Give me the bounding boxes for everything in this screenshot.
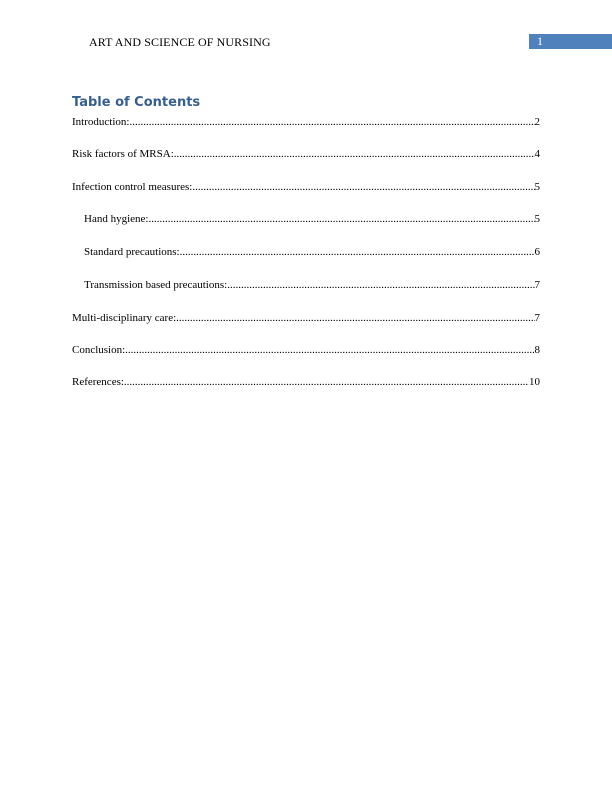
toc-entry-label: Conclusion: (72, 344, 126, 356)
toc-entry-multidisciplinary-care[interactable] (72, 312, 540, 325)
toc-entry-page: 7 (534, 312, 540, 324)
running-head: ART AND SCIENCE OF NURSING (89, 35, 271, 49)
toc-entry-label: Hand hygiene: (84, 213, 149, 225)
toc-entry-page: 4 (534, 148, 540, 160)
page-number: 1 (537, 34, 543, 48)
toc-entry-page: 10 (529, 376, 540, 388)
dot-leader (129, 116, 534, 129)
dot-leader (192, 181, 534, 194)
dot-leader (176, 312, 534, 325)
toc-entry-label: References: (72, 376, 124, 388)
dot-leader (227, 279, 534, 292)
toc-entry-page: 8 (534, 344, 540, 356)
page-number-box (529, 34, 612, 49)
toc-entry-risk-factors[interactable] (72, 148, 540, 161)
toc-entry-infection-control[interactable] (72, 181, 540, 194)
dot-leader (148, 213, 534, 226)
toc-entry-introduction[interactable] (72, 116, 540, 129)
toc-entry-page: 2 (534, 116, 540, 128)
dot-leader (180, 246, 535, 259)
toc-entry-references[interactable] (72, 376, 540, 389)
toc-heading: Table of Contents (72, 95, 201, 110)
toc-entry-hand-hygiene[interactable] (84, 213, 540, 226)
toc-entry-label: Introduction: (72, 116, 130, 128)
toc-entry-page: 5 (534, 181, 540, 193)
toc-entry-conclusion[interactable] (72, 344, 540, 357)
toc-entry-label: Risk factors of MRSA: (72, 148, 174, 160)
toc-entry-label: Standard precautions: (84, 246, 180, 258)
dot-leader (125, 344, 534, 357)
toc-entry-label: Multi-disciplinary care: (72, 312, 177, 324)
dot-leader (174, 148, 535, 161)
toc-entry-standard-precautions[interactable] (84, 246, 540, 259)
toc-entry-page: 5 (534, 213, 540, 225)
toc-entry-page: 7 (534, 279, 540, 291)
toc-entry-page: 6 (534, 246, 540, 258)
toc-entry-label: Transmission based precautions: (84, 279, 228, 291)
dot-leader (124, 376, 529, 389)
toc-entry-label: Infection control measures: (72, 181, 193, 193)
toc-entry-transmission-precautions[interactable] (84, 279, 540, 292)
